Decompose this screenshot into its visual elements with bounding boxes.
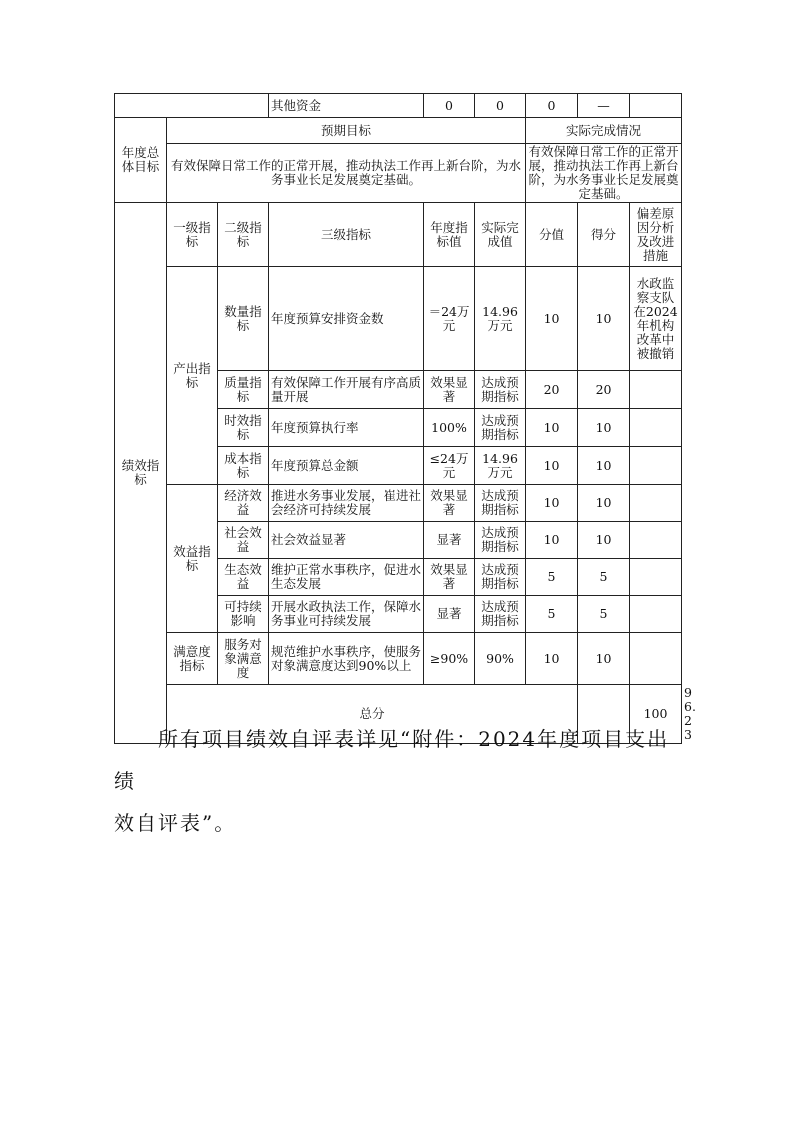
indicator-desc: 年度预算总金额 bbox=[269, 447, 424, 485]
annual-goal-label: 年度总体目标 bbox=[115, 118, 167, 203]
header-level1: 一级指标 bbox=[167, 203, 218, 267]
indicator-value: 10 bbox=[526, 633, 578, 685]
indicator-note bbox=[630, 596, 682, 633]
indicator-note bbox=[630, 447, 682, 485]
indicator-value: 10 bbox=[526, 409, 578, 447]
header-deviation: 偏差原因分析及改进措施 bbox=[630, 203, 682, 267]
indicator-score: 10 bbox=[578, 267, 630, 371]
performance-indicator-label: 绩效指标 bbox=[115, 203, 167, 744]
indicator-note bbox=[630, 409, 682, 447]
indicator-target: 效果显著 bbox=[424, 485, 475, 522]
annual-goal-content-row bbox=[115, 144, 682, 203]
indicator-name: 经济效益 bbox=[218, 485, 269, 522]
indicator-actual: 达成预期指标 bbox=[475, 596, 526, 633]
indicator-target: ＝24万元 bbox=[424, 267, 475, 371]
indicator-target: 显著 bbox=[424, 522, 475, 559]
header-score-value: 分值 bbox=[526, 203, 578, 267]
indicator-value: 5 bbox=[526, 596, 578, 633]
indicator-score: 10 bbox=[578, 447, 630, 485]
indicator-note bbox=[630, 485, 682, 522]
indicator-target: 显著 bbox=[424, 596, 475, 633]
fund-value-1: 0 bbox=[424, 94, 475, 118]
indicator-note bbox=[630, 371, 682, 409]
indicator-note bbox=[630, 633, 682, 685]
indicator-desc: 年度预算安排资金数 bbox=[269, 267, 424, 371]
indicator-actual: 达成预期指标 bbox=[475, 559, 526, 596]
performance-table bbox=[114, 93, 696, 744]
fund-value-3: 0 bbox=[526, 94, 578, 118]
fund-label: 其他资金 bbox=[269, 94, 424, 118]
indicator-score: 20 bbox=[578, 371, 630, 409]
indicator-target: ≥90% bbox=[424, 633, 475, 685]
note-line-1: 所有项目绩效自评表详见“附件：2024年度项目支出绩 bbox=[114, 727, 670, 793]
indicator-value: 10 bbox=[526, 522, 578, 559]
satisfaction-indicator-label: 满意度指标 bbox=[167, 633, 218, 685]
indicator-score: 10 bbox=[578, 633, 630, 685]
table-row bbox=[115, 633, 682, 685]
indicator-desc: 推进水务事业发展，崔进社会经济可持续发展 bbox=[269, 485, 424, 522]
indicator-value: 10 bbox=[526, 267, 578, 371]
indicator-actual: 达成预期指标 bbox=[475, 409, 526, 447]
table-row bbox=[115, 267, 682, 371]
indicator-actual: 14.96万元 bbox=[475, 267, 526, 371]
benefit-indicator-label: 效益指标 bbox=[167, 485, 218, 633]
annual-goal-header-row bbox=[115, 118, 682, 144]
table-row bbox=[115, 485, 682, 522]
indicator-name: 数量指标 bbox=[218, 267, 269, 371]
fund-row-other bbox=[115, 94, 682, 118]
indicator-actual: 达成预期指标 bbox=[475, 522, 526, 559]
indicator-desc: 维护正常水事秩序，促进水生态发展 bbox=[269, 559, 424, 596]
header-score: 得分 bbox=[578, 203, 630, 267]
empty-cell bbox=[115, 94, 269, 118]
total-row: 总分 100 96.23 bbox=[115, 685, 682, 744]
actual-completion-text: 有效保障日常工作的正常开展，推动执法工作再上新台阶，为水务事业长足发展奠定基础。 bbox=[526, 144, 682, 203]
note-line-2: 效自评表”。 bbox=[114, 811, 237, 835]
indicator-desc: 规范维护水事秩序，使服务对象满意度达到90%以上 bbox=[269, 633, 424, 685]
indicator-target: ≤24万元 bbox=[424, 447, 475, 485]
indicator-score: 5 bbox=[578, 596, 630, 633]
indicator-desc: 年度预算执行率 bbox=[269, 409, 424, 447]
header-actual: 实际完成值 bbox=[475, 203, 526, 267]
indicator-name: 服务对象满意度 bbox=[218, 633, 269, 685]
indicator-actual: 14.96万元 bbox=[475, 447, 526, 485]
indicator-desc: 开展水政执法工作，保障水务事业可持续发展 bbox=[269, 596, 424, 633]
actual-completion-header: 实际完成情况 bbox=[526, 118, 682, 144]
indicator-value: 10 bbox=[526, 485, 578, 522]
indicator-name: 时效指标 bbox=[218, 409, 269, 447]
expected-goal-text: 有效保障日常工作的正常开展，推动执法工作再上新台阶，为水务事业长足发展奠定基础。 bbox=[167, 144, 526, 203]
indicator-score: 10 bbox=[578, 485, 630, 522]
header-level2: 二级指标 bbox=[218, 203, 269, 267]
indicator-score: 5 bbox=[578, 559, 630, 596]
header-target: 年度指标值 bbox=[424, 203, 475, 267]
empty-cell bbox=[630, 94, 682, 118]
indicator-actual: 达成预期指标 bbox=[475, 371, 526, 409]
indicator-target: 100% bbox=[424, 409, 475, 447]
indicator-score: 10 bbox=[578, 409, 630, 447]
indicator-value: 20 bbox=[526, 371, 578, 409]
indicator-header-row bbox=[115, 203, 682, 267]
total-label: 总分 bbox=[167, 685, 578, 744]
indicator-note bbox=[630, 559, 682, 596]
output-indicator-label: 产出指标 bbox=[167, 267, 218, 485]
indicator-name: 可持续影响 bbox=[218, 596, 269, 633]
indicator-target: 效果显著 bbox=[424, 559, 475, 596]
indicator-desc: 社会效益显著 bbox=[269, 522, 424, 559]
indicator-name: 社会效益 bbox=[218, 522, 269, 559]
indicator-value: 5 bbox=[526, 559, 578, 596]
indicator-name: 生态效益 bbox=[218, 559, 269, 596]
indicator-note bbox=[630, 522, 682, 559]
fund-value-2: 0 bbox=[475, 94, 526, 118]
indicator-target: 效果显著 bbox=[424, 371, 475, 409]
indicator-score: 10 bbox=[578, 522, 630, 559]
header-level3: 三级指标 bbox=[269, 203, 424, 267]
total-value: 100 bbox=[630, 685, 682, 744]
appendix-note bbox=[114, 718, 686, 844]
expected-goal-header: 预期目标 bbox=[167, 118, 526, 144]
indicator-name: 成本指标 bbox=[218, 447, 269, 485]
fund-value-4: — bbox=[578, 94, 630, 118]
indicator-actual: 90% bbox=[475, 633, 526, 685]
indicator-actual: 达成预期指标 bbox=[475, 485, 526, 522]
indicator-note: 水政监察支队在2024年机构改革中被撤销 bbox=[630, 267, 682, 371]
indicator-value: 10 bbox=[526, 447, 578, 485]
indicator-desc: 有效保障工作开展有序高质量开展 bbox=[269, 371, 424, 409]
indicator-name: 质量指标 bbox=[218, 371, 269, 409]
